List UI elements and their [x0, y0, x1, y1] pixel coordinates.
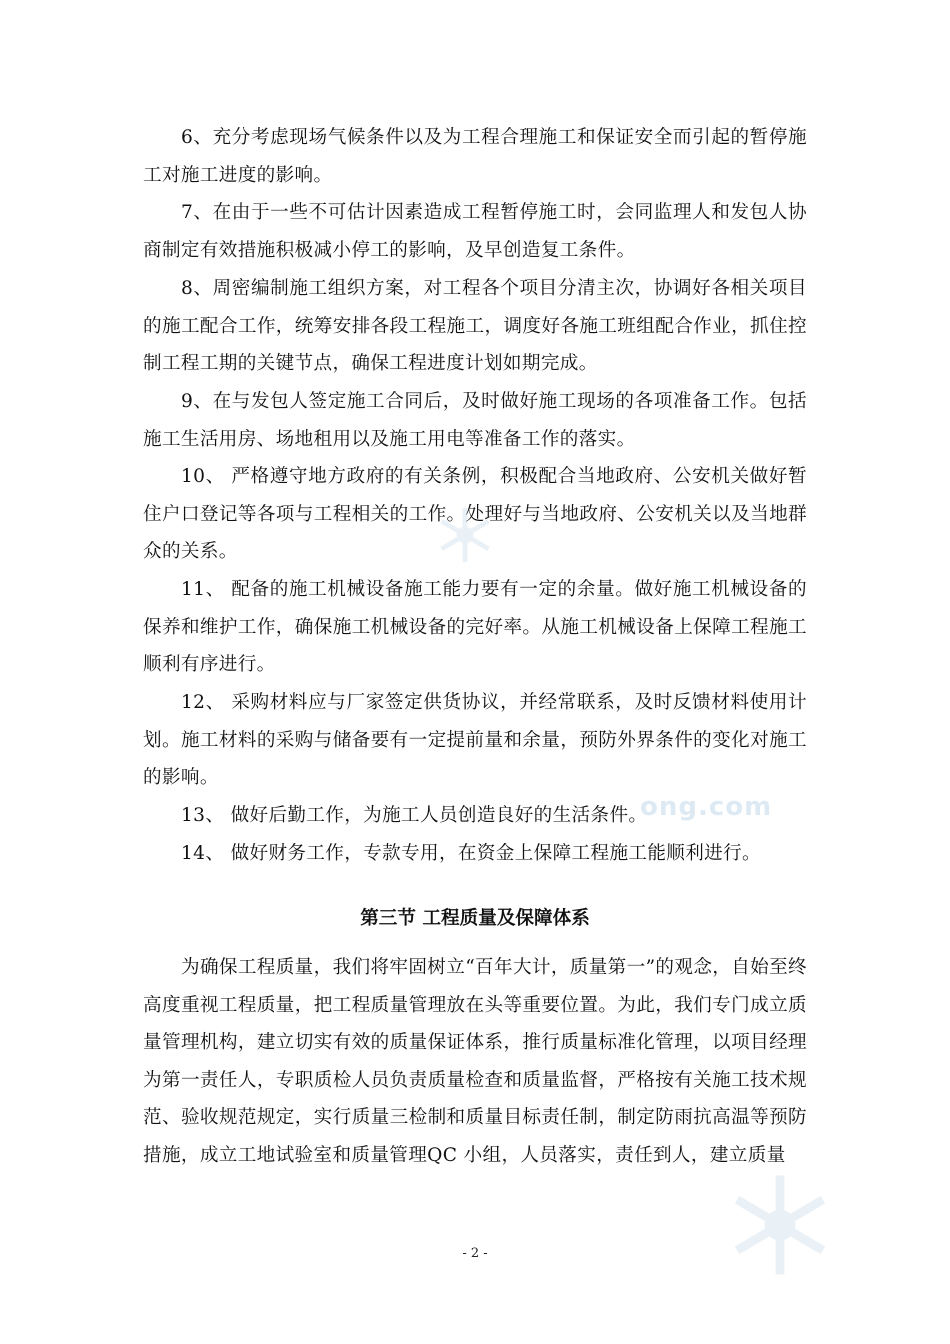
watermark-text: ong.com: [640, 792, 773, 822]
paragraph-item-14: 14、 做好财务工作，专款专用，在资金上保障工程施工能顺利进行。: [181, 843, 761, 864]
paragraph-item-11: 11、 配备的施工机械设备施工能力要有一定的余量。做好施工机械设备的保养和维护工作，确保施工机械设备的完好率。从施工机械设备上保障工程施工顺利有序进行。: [143, 579, 807, 676]
paragraph-item-6: 6、充分考虑现场气候条件以及为工程合理施工和保证安全而引起的暂停施工对施工进度的影响。: [143, 127, 807, 186]
section-heading: 第三节 工程质量及保障体系: [360, 908, 590, 929]
paragraph-item-7: 7、在由于一些不可估计因素造成工程暂停施工时，会同监理人和发包人协商制定有效措施积极减小停工的影响，及早创造复工条件。: [143, 202, 807, 261]
paragraph-item-8: 8、周密编制施工组织方案，对工程各个项目分清主次，协调好各相关项目的施工配合工作，统筹安排各段工程施工，调度好各施工班组配合作业，抓住控制工程工期的关键节点，确保工程进度计划如期完成。: [143, 278, 807, 375]
section-body-paragraph: 为确保工程质量，我们将牢固树立“百年大计，质量第一”的观念，自始至终高度重视工程质量，把工程质量管理放在头等重要位置。为此，我们专门成立质量管理机构，建立切实有效的质量保证体系，推行质量标准化管理，以项目经理为第一责任人，专职质检人员负责质量检查和质量监督，严格按有关施工技术规范、验收规范规定，实行质量三检制和质量目标责任制，制定防雨抗高温等预防措施，成立工地试验室和质量管理QC 小组，人员落实，责任到人，建立质量: [143, 957, 807, 1166]
paragraph-item-9: 9、在与发包人签定施工合同后，及时做好施工现场的各项准备工作。包括施工生活用房、场地租用以及施工用电等准备工作的落实。: [143, 391, 807, 450]
paragraph-item-10: 10、 严格遵守地方政府的有关条例，积极配合当地政府、公安机关做好暂住户口登记等各项与工程相关的工作。处理好与当地政府、公安机关以及当地群众的关系。: [143, 466, 807, 563]
snowflake-watermark-icon: [725, 1170, 835, 1280]
paragraph-item-12: 12、 采购材料应与厂家签定供货协议，并经常联系，及时反馈材料使用计划。施工材料的采购与储备要有一定提前量和余量，预防外界条件的变化对施工的影响。: [143, 692, 807, 789]
paragraph-item-13: 13、 做好后勤工作，为施工人员创造良好的生活条件。: [181, 805, 648, 826]
page-number: - 2 -: [462, 1246, 488, 1261]
